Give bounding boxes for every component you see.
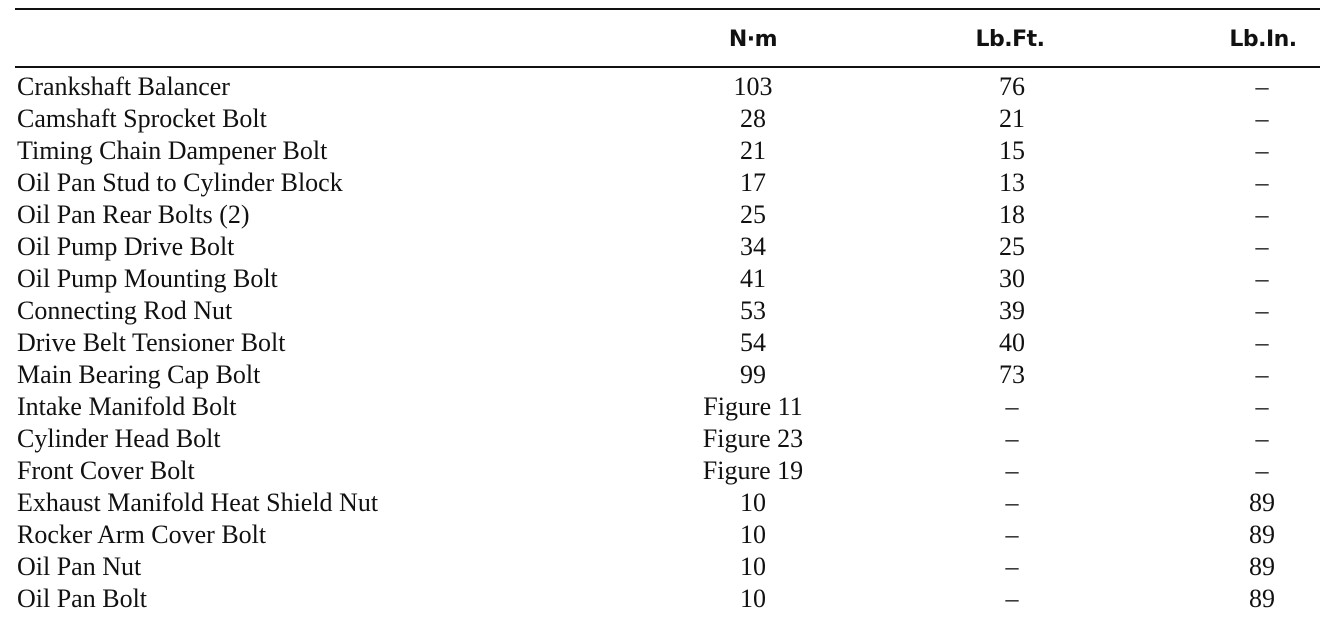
nm-value-cell: 34 <box>740 232 766 261</box>
column-header-nm: N·m <box>728 27 778 52</box>
lbin-value-cell: – <box>1255 200 1269 229</box>
lbin-value-cell: – <box>1255 328 1269 357</box>
table-row <box>0 199 1328 231</box>
fastener-name-cell: Rocker Arm Cover Bolt <box>17 520 267 549</box>
lbin-value-cell: – <box>1255 168 1269 197</box>
table-header-rule <box>15 66 1320 68</box>
fastener-name-cell: Crankshaft Balancer <box>17 72 230 101</box>
nm-value-cell: 21 <box>740 136 766 165</box>
table-row <box>0 71 1328 103</box>
lbin-value-cell: – <box>1255 232 1269 261</box>
nm-value-cell: 25 <box>740 200 766 229</box>
lbft-value-cell: 15 <box>999 136 1025 165</box>
fastener-name-cell: Oil Pan Bolt <box>17 584 148 613</box>
lbft-value-cell: 76 <box>999 72 1025 101</box>
nm-value-cell: 10 <box>740 520 766 549</box>
lbft-value-cell: 13 <box>999 168 1025 197</box>
lbin-value-cell: 89 <box>1249 584 1275 613</box>
nm-value-cell: 99 <box>740 360 766 389</box>
lbin-value-cell: – <box>1255 136 1269 165</box>
table-body <box>0 71 1328 615</box>
lbin-value-cell: – <box>1255 104 1269 133</box>
lbin-value-cell: – <box>1255 424 1269 453</box>
nm-value-cell: 41 <box>740 264 766 293</box>
fastener-name-cell: Oil Pump Drive Bolt <box>17 232 235 261</box>
table-row <box>0 423 1328 455</box>
lbft-value-cell: 18 <box>999 200 1025 229</box>
table-row <box>0 391 1328 423</box>
fastener-name-cell: Front Cover Bolt <box>17 456 195 485</box>
lbin-value-cell: 89 <box>1249 488 1275 517</box>
fastener-name-cell: Main Bearing Cap Bolt <box>17 360 261 389</box>
lbin-value-cell: – <box>1255 296 1269 325</box>
fastener-name-cell: Intake Manifold Bolt <box>17 392 237 421</box>
lbft-value-cell: – <box>1005 392 1019 421</box>
table-row <box>0 327 1328 359</box>
lbin-value-cell: – <box>1255 360 1269 389</box>
nm-value-cell: 28 <box>740 104 766 133</box>
table-row <box>0 263 1328 295</box>
fastener-name-cell: Camshaft Sprocket Bolt <box>17 104 267 133</box>
lbin-value-cell: – <box>1255 392 1269 421</box>
lbin-value-cell: 89 <box>1249 520 1275 549</box>
lbin-value-cell: 89 <box>1249 552 1275 581</box>
fastener-name-cell: Exhaust Manifold Heat Shield Nut <box>17 488 379 517</box>
lbft-value-cell: 40 <box>999 328 1025 357</box>
lbft-value-cell: – <box>1005 552 1019 581</box>
lbft-value-cell: – <box>1005 488 1019 517</box>
lbin-value-cell: – <box>1255 264 1269 293</box>
lbft-value-cell: – <box>1005 424 1019 453</box>
table-row <box>0 295 1328 327</box>
fastener-name-cell: Oil Pan Stud to Cylinder Block <box>17 168 343 197</box>
table-row <box>0 551 1328 583</box>
nm-value-cell: Figure 19 <box>702 456 804 485</box>
table-row <box>0 359 1328 391</box>
table-row <box>0 583 1328 615</box>
table-row <box>0 135 1328 167</box>
lbft-value-cell: 73 <box>999 360 1025 389</box>
fastener-name-cell: Oil Pump Mounting Bolt <box>17 264 278 293</box>
table-header <box>0 27 1328 59</box>
table-row <box>0 487 1328 519</box>
nm-value-cell: 10 <box>740 488 766 517</box>
lbin-value-cell: – <box>1255 456 1269 485</box>
table-row <box>0 167 1328 199</box>
fastener-name-cell: Connecting Rod Nut <box>17 296 233 325</box>
nm-value-cell: 54 <box>740 328 766 357</box>
table-row <box>0 103 1328 135</box>
lbft-value-cell: 21 <box>999 104 1025 133</box>
column-header-lbin: Lb.In. <box>1229 27 1297 52</box>
nm-value-cell: 53 <box>740 296 766 325</box>
column-header-lbft: Lb.Ft. <box>975 27 1045 52</box>
lbft-value-cell: – <box>1005 520 1019 549</box>
lbft-value-cell: 25 <box>999 232 1025 261</box>
nm-value-cell: 103 <box>733 72 773 101</box>
table-row <box>0 519 1328 551</box>
fastener-name-cell: Cylinder Head Bolt <box>17 424 221 453</box>
nm-value-cell: 10 <box>740 584 766 613</box>
table-row <box>0 231 1328 263</box>
lbft-value-cell: – <box>1005 584 1019 613</box>
lbft-value-cell: – <box>1005 456 1019 485</box>
lbft-value-cell: 30 <box>999 264 1025 293</box>
fastener-name-cell: Drive Belt Tensioner Bolt <box>17 328 286 357</box>
lbft-value-cell: 39 <box>999 296 1025 325</box>
nm-value-cell: 17 <box>740 168 766 197</box>
fastener-name-cell: Timing Chain Dampener Bolt <box>17 136 328 165</box>
fastener-name-cell: Oil Pan Nut <box>17 552 142 581</box>
nm-value-cell: Figure 11 <box>703 392 803 421</box>
fastener-name-cell: Oil Pan Rear Bolts (2) <box>17 200 250 229</box>
lbin-value-cell: – <box>1255 72 1269 101</box>
nm-value-cell: Figure 23 <box>702 424 804 453</box>
table-top-rule <box>15 8 1320 10</box>
table-row <box>0 455 1328 487</box>
nm-value-cell: 10 <box>740 552 766 581</box>
